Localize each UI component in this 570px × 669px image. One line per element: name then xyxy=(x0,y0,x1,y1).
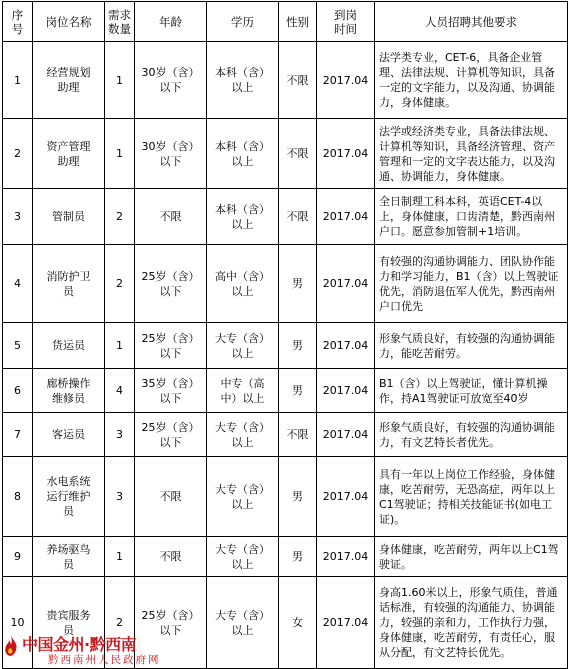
row-position: 货运员 xyxy=(33,323,105,369)
header-age: 年龄 xyxy=(135,2,207,42)
row-no: 1 xyxy=(3,42,33,119)
row-position: 经营规划 助理 xyxy=(33,42,105,119)
row-no: 9 xyxy=(3,537,33,577)
row-no: 5 xyxy=(3,323,33,369)
table-row xyxy=(3,413,568,457)
table-row xyxy=(3,537,568,577)
row-gender: 男 xyxy=(279,245,317,323)
row-gender: 不限 xyxy=(279,42,317,119)
header-no: 序 号 xyxy=(3,2,33,42)
row-position: 资产管理 助理 xyxy=(33,119,105,189)
row-age: 25岁（含） 以下 xyxy=(135,413,207,457)
row-age: 35岁（含） 以下 xyxy=(135,369,207,413)
table-row xyxy=(3,457,568,537)
row-gender: 不限 xyxy=(279,119,317,189)
row-gender: 男 xyxy=(279,369,317,413)
row-age: 不限 xyxy=(135,457,207,537)
row-count: 1 xyxy=(105,42,135,119)
table-row xyxy=(3,369,568,413)
row-no: 3 xyxy=(3,189,33,245)
row-arrival: 2017.04 xyxy=(317,537,375,577)
header-arrival: 到岗 时间 xyxy=(317,2,375,42)
row-arrival: 2017.04 xyxy=(317,457,375,537)
row-requirements: 有较强的沟通协调能力、团队协作能力和学习能力，B1（含）以上驾驶证优先，消防退伍军人优先，黔西南州户口优先 xyxy=(375,245,568,323)
table-row xyxy=(3,323,568,369)
table-row xyxy=(3,119,568,189)
watermark-title: 中国金州·黔西南 xyxy=(22,635,137,654)
table-row xyxy=(3,189,568,245)
row-no: 8 xyxy=(3,457,33,537)
row-age: 不限 xyxy=(135,537,207,577)
header-gender: 性别 xyxy=(279,2,317,42)
row-education: 大专（含） 以上 xyxy=(207,537,279,577)
table-row xyxy=(3,42,568,119)
watermark-subtitle: 黔西南州人民政府网 xyxy=(48,654,161,666)
row-education: 大专（含） 以上 xyxy=(207,577,279,669)
row-requirements: 形象气质良好，有较强的沟通协调能力，有文艺特长者优先。 xyxy=(375,413,568,457)
row-education: 大专（含） 以上 xyxy=(207,457,279,537)
row-no: 10 xyxy=(3,577,33,669)
row-education: 高中（含） 以上 xyxy=(207,245,279,323)
row-age: 25岁（含） 以下 xyxy=(135,245,207,323)
row-arrival: 2017.04 xyxy=(317,413,375,457)
row-position: 水电系统 运行维护 员 xyxy=(33,457,105,537)
row-requirements: 身高1.60米以上，形象气质佳，普通话标准，有较强的沟通能力、协调能力，较强的亲和力，工作执行力强，身体健康，吃苦耐劳，有责任心，服从分配，有文艺特长优先。 xyxy=(375,577,568,669)
row-arrival: 2017.04 xyxy=(317,42,375,119)
row-age: 30岁（含） 以下 xyxy=(135,119,207,189)
row-count: 1 xyxy=(105,119,135,189)
row-gender: 男 xyxy=(279,323,317,369)
table-row xyxy=(3,245,568,323)
row-education: 本科（含） 以上 xyxy=(207,189,279,245)
row-arrival: 2017.04 xyxy=(317,577,375,669)
row-count: 2 xyxy=(105,189,135,245)
row-no: 2 xyxy=(3,119,33,189)
row-count: 1 xyxy=(105,323,135,369)
row-position: 养场驱鸟 员 xyxy=(33,537,105,577)
row-count: 2 xyxy=(105,577,135,669)
row-no: 6 xyxy=(3,369,33,413)
row-count: 1 xyxy=(105,537,135,577)
row-age: 不限 xyxy=(135,189,207,245)
row-position: 贵宾服务 员 xyxy=(33,577,105,669)
row-age: 25岁（含） 以下 xyxy=(135,323,207,369)
row-age: 25岁（含） 以下 xyxy=(135,577,207,669)
row-education: 本科（含） 以上 xyxy=(207,119,279,189)
row-education: 本科（含） 以上 xyxy=(207,42,279,119)
row-education: 中专（高 中）以上 xyxy=(207,369,279,413)
row-age: 30岁（含） 以下 xyxy=(135,42,207,119)
row-gender: 男 xyxy=(279,457,317,537)
row-position: 消防护卫 员 xyxy=(33,245,105,323)
row-gender: 不限 xyxy=(279,413,317,457)
row-count: 3 xyxy=(105,457,135,537)
header-position: 岗位名称 xyxy=(33,2,105,42)
site-watermark xyxy=(4,628,194,668)
row-arrival: 2017.04 xyxy=(317,119,375,189)
recruitment-table xyxy=(2,1,568,669)
header-requirements: 人员招聘其他要求 xyxy=(375,2,568,42)
header-count: 需求 数量 xyxy=(105,2,135,42)
row-education: 大专（含） 以上 xyxy=(207,323,279,369)
row-education: 大专（含） 以上 xyxy=(207,413,279,457)
row-requirements: 身体健康，吃苦耐劳，两年以上C1驾驶证。 xyxy=(375,537,568,577)
row-arrival: 2017.04 xyxy=(317,189,375,245)
row-arrival: 2017.04 xyxy=(317,323,375,369)
row-count: 3 xyxy=(105,413,135,457)
row-arrival: 2017.04 xyxy=(317,245,375,323)
row-count: 4 xyxy=(105,369,135,413)
row-count: 2 xyxy=(105,245,135,323)
row-position: 廊桥操作 维修员 xyxy=(33,369,105,413)
header-education: 学历 xyxy=(207,2,279,42)
row-requirements: 法学类专业，CET-6，具备企业管理、法律法规、计算机等知识，具备一定的文字能力，以及沟通、协调能力，身体健康。 xyxy=(375,42,568,119)
row-gender: 不限 xyxy=(279,189,317,245)
row-gender: 女 xyxy=(279,577,317,669)
row-arrival: 2017.04 xyxy=(317,369,375,413)
row-position: 管制员 xyxy=(33,189,105,245)
row-gender: 男 xyxy=(279,537,317,577)
row-requirements: 法学或经济类专业，具备法律法规、计算机等知识，具备经济管理、资产管理和一定的文字表达能力，以及沟通、协调能力，身体健康。 xyxy=(375,119,568,189)
row-no: 4 xyxy=(3,245,33,323)
row-position: 客运员 xyxy=(33,413,105,457)
flame-logo-icon xyxy=(4,636,18,656)
header-row xyxy=(3,2,568,42)
row-no: 7 xyxy=(3,413,33,457)
row-requirements: 具有一年以上岗位工作经验，身体健康，吃苦耐劳，无恐高症，两年以上C1驾驶证；持相关技能证书(如电工证)。 xyxy=(375,457,568,537)
row-requirements: 形象气质良好，有较强的沟通协调能力，能吃苦耐劳。 xyxy=(375,323,568,369)
row-requirements: B1（含）以上驾驶证，懂计算机操作，持A1驾驶证可放宽至40岁 xyxy=(375,369,568,413)
row-requirements: 全日制理工科本科，英语CET-4以上，身体健康，口齿清楚，黔西南州户口。愿意参加管制+1培训。 xyxy=(375,189,568,245)
